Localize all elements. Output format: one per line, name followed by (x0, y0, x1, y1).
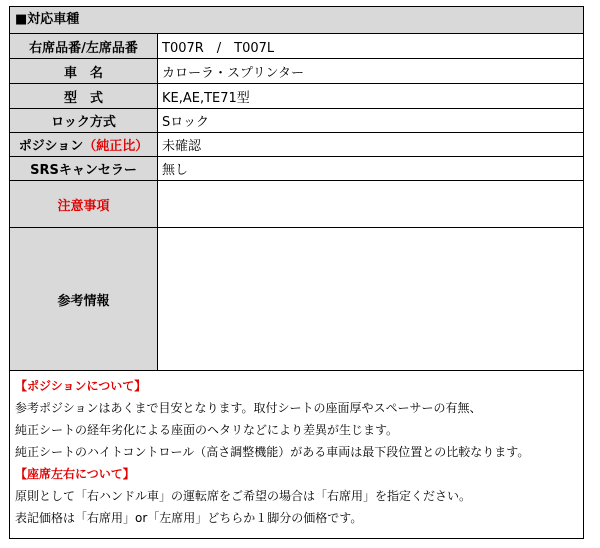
lock-label: ロック方式 (10, 109, 158, 132)
caution-label: 注意事項 (10, 181, 158, 227)
model-label: 車 名 (10, 59, 158, 83)
seat-side-note-line: 原則として「右ハンドル車」の運転席をご希望の場合は「右席用」を指定ください。 (15, 489, 472, 503)
type-value: KE,AE,TE71型 (162, 90, 250, 106)
caution-row (10, 181, 583, 228)
model-row (10, 59, 583, 84)
part-number-value: T007R / T007L (162, 40, 275, 56)
position-row (10, 133, 583, 157)
model-value: カローラ・スプリンター (162, 65, 304, 81)
seat-side-note-line: 表記価格は「右席用」or「左席用」どちらか１脚分の価格です。 (15, 511, 363, 525)
srs-value: 無し (162, 163, 189, 178)
part-number-row (10, 34, 583, 59)
position-note-line: 純正シートの経年劣化による座面のヘタリなどにより差異が生じます。 (15, 423, 399, 437)
srs-row (10, 157, 583, 181)
vehicle-compatibility-sheet (9, 6, 584, 539)
seat-side-notes-heading: 【座席左右について】 (15, 467, 135, 481)
position-note-line: 参考ポジションはあくまで目安となります。取付シートの座面厚やスペーサーの有無、 (15, 401, 482, 415)
part-number-label: 右席品番/左席品番 (10, 34, 158, 58)
srs-label: SRSキャンセラー (10, 157, 158, 180)
lock-row (10, 109, 583, 133)
position-label (10, 133, 158, 156)
lock-value: Sロック (162, 115, 209, 130)
position-note-line: 純正シートのハイトコントロール（高さ調整機能）がある車両は最下段位置との比較なります。 (15, 445, 530, 459)
type-row (10, 84, 583, 109)
notes-section (10, 371, 583, 529)
position-value: 未確認 (162, 139, 202, 154)
reference-label: 参考情報 (10, 228, 158, 370)
position-notes-heading: 【ポジションについて】 (15, 379, 147, 393)
position-label-paren: （純正比） (83, 139, 149, 154)
type-label: 型 式 (10, 84, 158, 108)
reference-row (10, 228, 583, 371)
section-title: ■対応車種 (10, 7, 583, 34)
position-label-main: ポジション (18, 139, 84, 154)
